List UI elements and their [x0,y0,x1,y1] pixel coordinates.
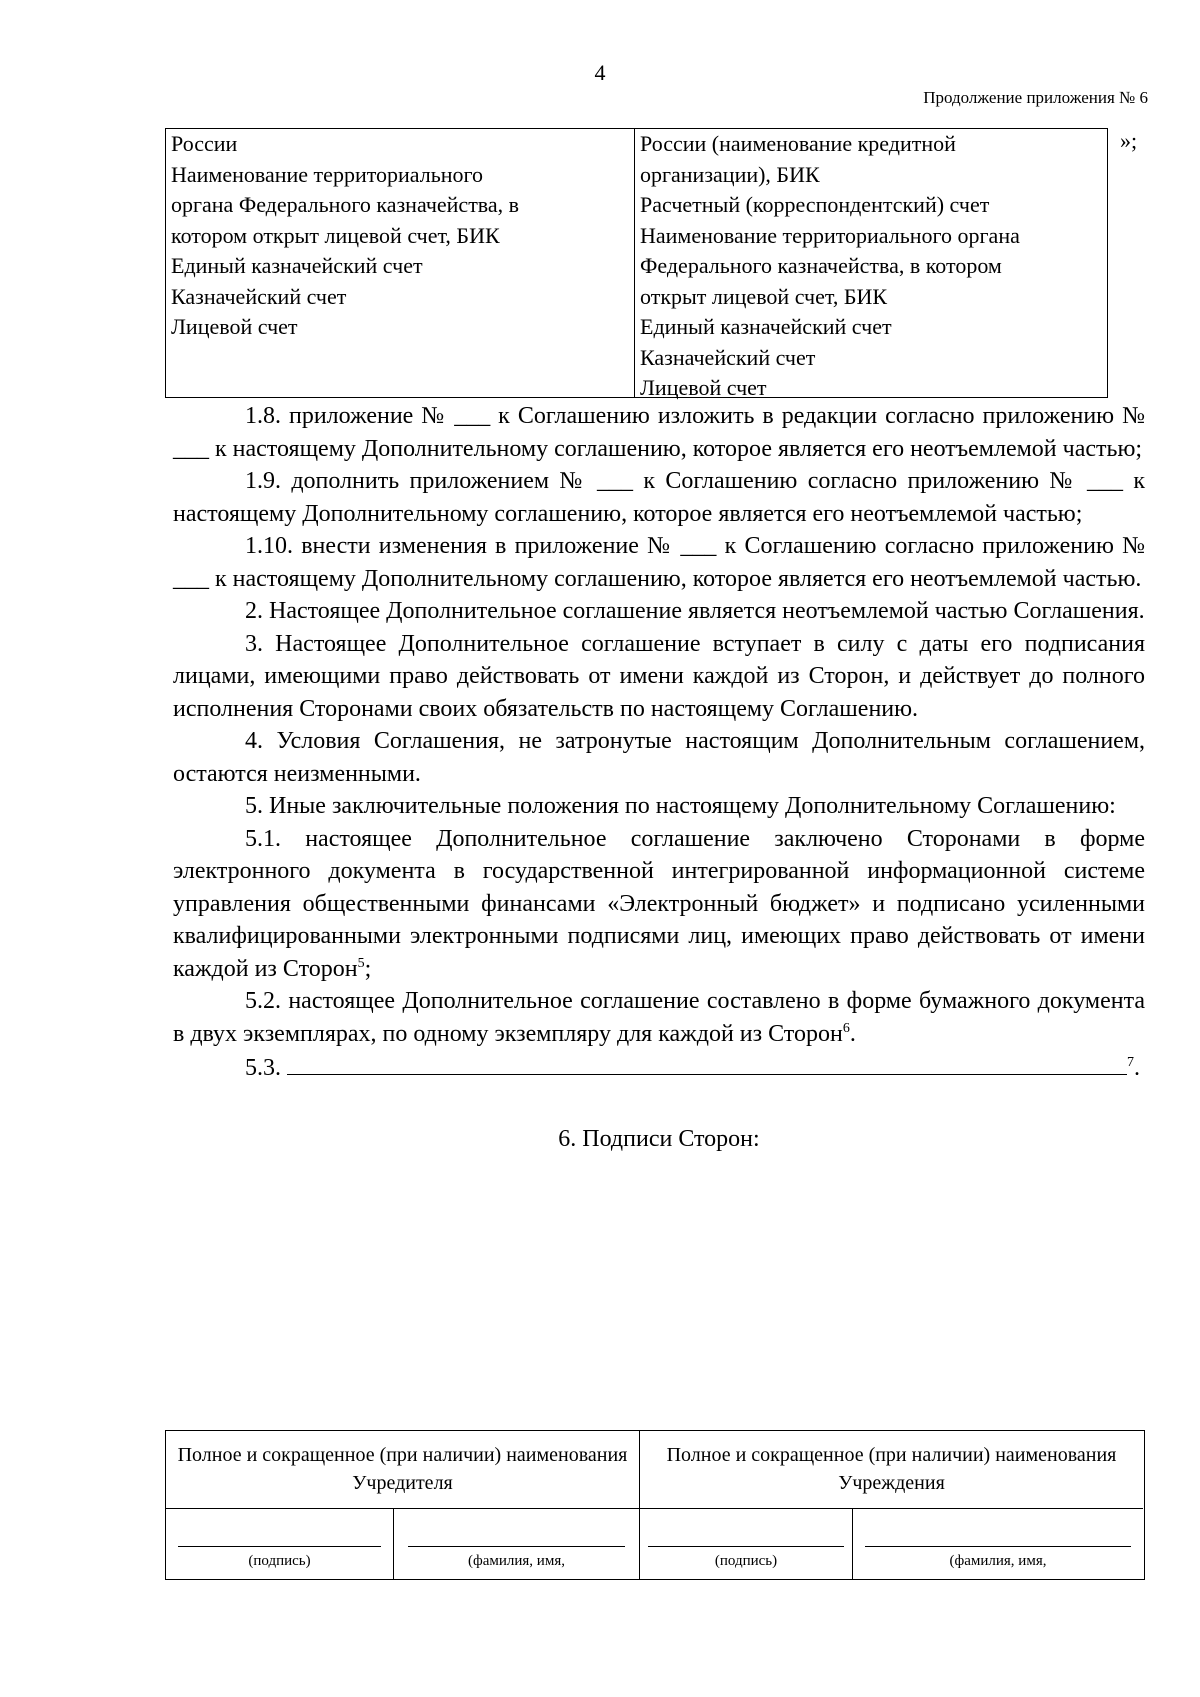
paragraph-5-3 [173,1050,1145,1085]
founder-name-header: Полное и сокращенное (при наличии) наименования Учредителя [166,1431,640,1509]
bank-left-line: Лицевой счет [171,314,298,339]
closing-quote: »; [1120,128,1138,153]
institution-name-header: Полное и сокращенное (при наличии) наименования Учреждения [640,1431,1143,1509]
name-caption: (фамилия, имя, [468,1553,565,1569]
signature-line [178,1546,381,1547]
bank-right-line: организации), БИК [640,161,820,187]
name-line [865,1546,1131,1547]
paragraph-5-2 [173,985,1145,1050]
footnote-ref-7: 7 [1127,1055,1134,1070]
paragraph-2: 2. Настоящее Дополнительное соглашение является неотъемлемой частью Соглашения. [245,598,1145,624]
bank-details-left-column [165,128,634,398]
paragraph-5-3-end: . [1134,1055,1140,1081]
paragraph-5: 5. Иные заключительные положения по настоящему Дополнительному Соглашению: [245,793,1116,819]
institution-name-cell [853,1509,1143,1579]
bank-right-line: открыт лицевой счет, БИК [640,283,888,309]
paragraph-4: 4. Условия Соглашения, не затронутые настоящим Дополнительным соглашением, остаются неизменными. [173,728,1145,787]
paragraph-5-1-text: 5.1. настоящее Дополнительное соглашение заключено Сторонами в форме электронного документа в государственной интегрированной информационной системе управления общественными финансами «Электронный бюджет» и подписано усиленными квалифицированными электронными подписями лиц, имеющих право действовать от имени каждой из Сторон [173,825,1145,982]
appendix-continuation-note: Продолжение приложения № 6 [923,88,1148,107]
section-6-title: 6. Подписи Сторон: [558,1125,760,1152]
paragraph-3: 3. Настоящее Дополнительное соглашение вступает в силу с даты его подписания лицами, имеющими право действовать от имени каждой из Сторон, и действует до полного исполнения Сторонами своих обязательств по настоящему Соглашению. [173,630,1145,722]
founder-name-cell [394,1509,640,1579]
page-number: 4 [594,60,606,85]
signatures-table [165,1430,1145,1580]
footnote-ref-5: 5 [357,955,365,971]
paragraph-5-2-text: 5.2. настоящее Дополнительное соглашение составлено в форме бумажного документа в двух экземплярах, по одному экземпляру для каждой из Сторон [173,988,1145,1047]
signature-caption: (подпись) [714,1553,778,1569]
bank-right-line: России (наименование кредитной [640,131,956,156]
institution-signature-cell [640,1509,853,1579]
bank-right-line: Лицевой счет [640,375,767,400]
paragraph-5-2-end: . [849,1020,856,1047]
signature-line [648,1546,844,1547]
name-caption: (фамилия, имя, [949,1553,1047,1569]
bank-details-right-column [634,128,1108,398]
bank-right-line: Федерального казначейства, в котором [640,253,1002,278]
paragraph-1-9: 1.9. дополнить приложением № ___ к Соглашению согласно приложению № ___ к настоящему Дополнительному соглашению, которое является его неотъемлемой частью; [173,468,1145,527]
paragraph-1-8: 1.8. приложение № ___ к Соглашению изложить в редакции согласно приложению № ___ к настоящему Дополнительному соглашению, которое является его неотъемлемой частью; [173,403,1145,462]
bank-right-line: Казначейский счет [640,344,816,370]
bank-left-line: Наименование территориального [171,161,484,187]
paragraph-5-3-label: 5.3. [245,1055,281,1081]
bank-details-table [165,128,1107,400]
bank-right-line: Единый казначейский счет [640,314,892,339]
footnote-ref-6: 6 [842,1020,850,1036]
signature-caption: (подпись) [248,1553,311,1569]
document-body [173,400,1145,1155]
bank-right-line: Расчетный (корреспондентский) счет [640,192,990,217]
founder-signature-cell [166,1509,394,1579]
paragraph-1-10: 1.10. внести изменения в приложение № ___ к Соглашению согласно приложению № ___ к настоящему Дополнительному соглашению, которое является его неотъемлемой частью. [173,533,1145,592]
paragraph-5-1 [173,823,1145,986]
paragraph-5-1-end: ; [364,955,372,982]
bank-left-line: Единый казначейский счет [171,253,423,278]
bank-left-line: Казначейский счет [171,283,347,309]
blank-fill-line [287,1050,1127,1075]
bank-right-line: Наименование территориального органа [640,222,1020,248]
bank-left-line: России [171,131,238,156]
bank-left-line: органа Федерального казначейства, в [171,192,520,217]
name-line [408,1546,625,1547]
bank-left-line: котором открыт лицевой счет, БИК [171,222,500,248]
